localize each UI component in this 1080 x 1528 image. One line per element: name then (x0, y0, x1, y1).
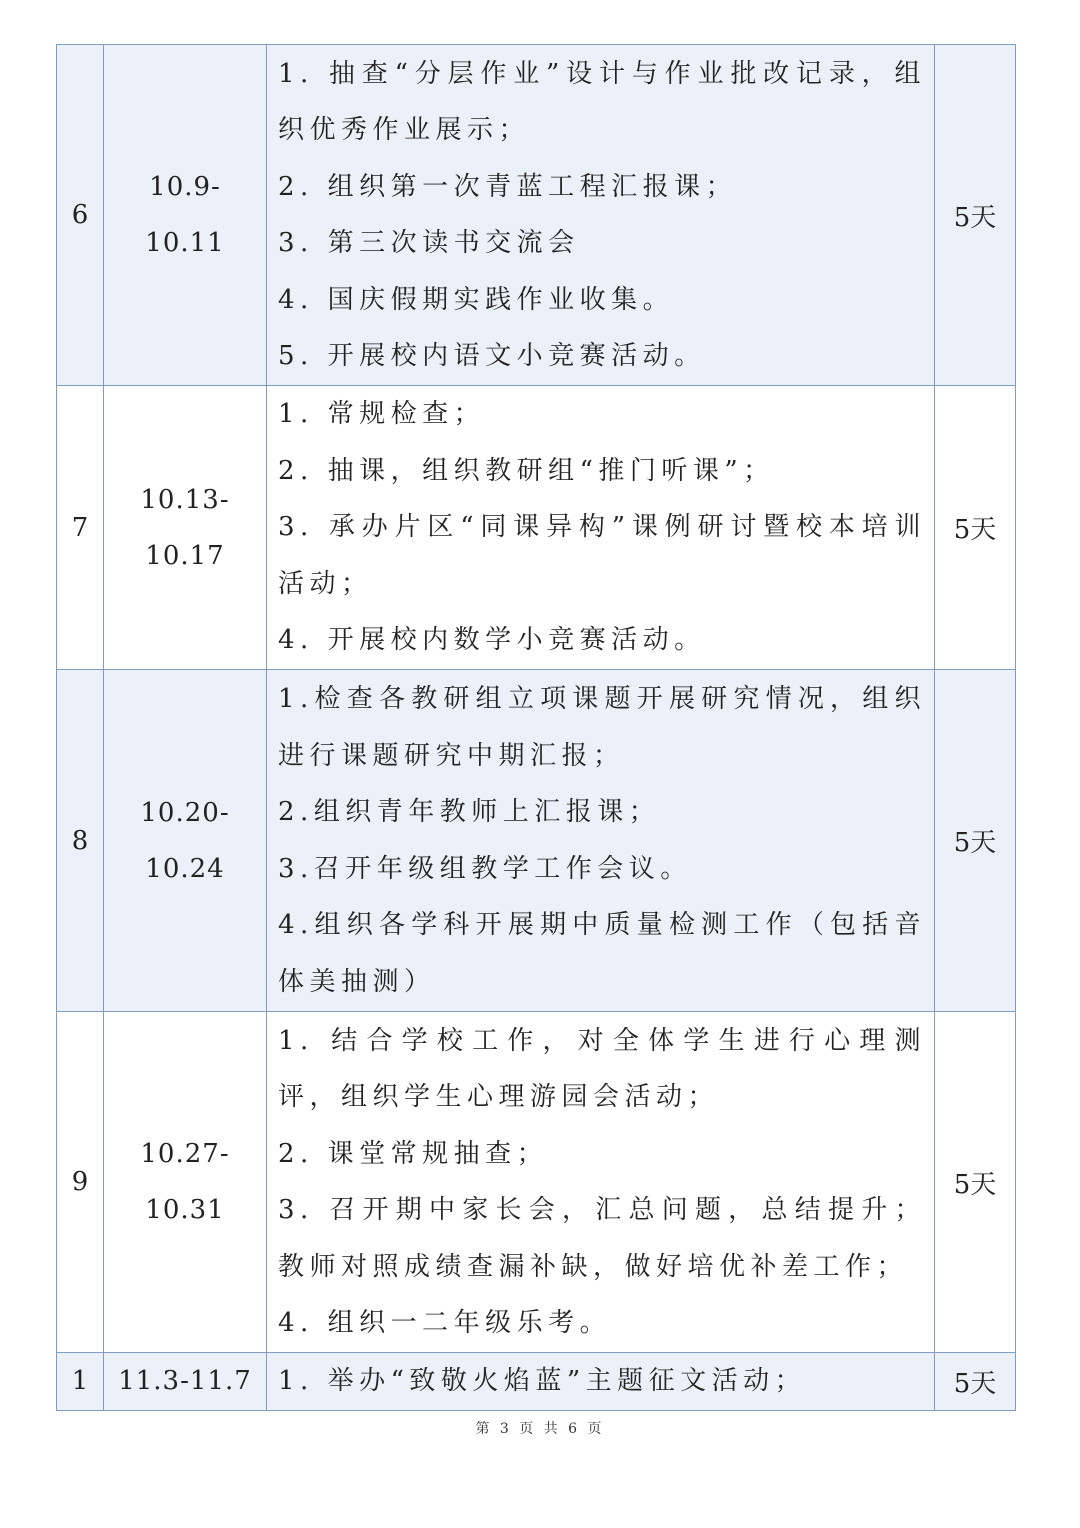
days-cell: 5天 (935, 670, 1016, 1012)
table-row (57, 386, 1016, 670)
task-item: 1. 结合学校工作，对全体学生进行心理测评，组织学生心理游园会活动； (278, 1025, 926, 1112)
task-item: 3. 召开期中家长会，汇总问题，总结提升；教师对照成绩查漏补缺，做好培优补差工作； (278, 1195, 926, 1282)
task-item: 4. 开展校内数学小竞赛活动。 (278, 625, 706, 656)
task-item: 2. 组织第一次青蓝工程汇报课； (278, 171, 738, 202)
table-row (57, 45, 1016, 386)
week-cell: 6 (57, 45, 104, 386)
days-cell: 5天 (935, 45, 1016, 386)
week-cell: 9 (57, 1012, 104, 1353)
date-cell: 11.3-11.7 (104, 1353, 267, 1411)
task-item: 1. 举办“致敬火焰蓝”主题征文活动； (278, 1366, 807, 1396)
task-item: 5. 开展校内语文小竞赛活动。 (278, 341, 706, 371)
table-row (57, 1012, 1016, 1353)
task-item: 4. 国庆假期实践作业收集。 (278, 284, 675, 315)
week-cell: 8 (57, 670, 104, 1012)
task-item: 1.检查各教研组立项课题开展研究情况，组织进行课题研究中期汇报； (278, 684, 926, 771)
task-item: 3.召开年级组教学工作会议。 (278, 853, 692, 884)
task-item: 2. 课堂常规抽查； (278, 1138, 549, 1169)
date-cell: 10.9-10.11 (104, 45, 267, 386)
days-cell: 5天 (935, 386, 1016, 670)
week-cell: 1 (57, 1353, 104, 1411)
task-item: 1. 抽查“分层作业”设计与作业批改记录，组织优秀作业展示； (278, 58, 926, 145)
days-cell: 5天 (935, 1353, 1016, 1411)
task-item: 2. 抽课，组织教研组“推门听课”； (278, 455, 775, 486)
page-number: 第 3 页 共 6 页 (475, 1421, 605, 1437)
tasks-cell (267, 670, 935, 1012)
date-cell: 10.20-10.24 (104, 670, 267, 1012)
schedule-table (56, 44, 1016, 1411)
table-row (57, 670, 1016, 1012)
date-cell: 10.13-10.17 (104, 386, 267, 670)
task-item: 1. 常规检查； (278, 399, 486, 430)
tasks-cell (267, 45, 935, 386)
table-row (57, 1353, 1016, 1411)
task-item: 3. 第三次读书交流会 (278, 228, 580, 258)
tasks-cell (267, 386, 935, 670)
task-item: 3. 承办片区“同课异构”课例研讨暨校本培训活动； (278, 512, 926, 599)
task-item: 4.组织各学科开展期中质量检测工作（包括音体美抽测） (278, 910, 926, 997)
days-cell: 5天 (935, 1012, 1016, 1353)
tasks-cell (267, 1012, 935, 1353)
task-item: 4. 组织一二年级乐考。 (278, 1308, 612, 1338)
date-cell: 10.27-10.31 (104, 1012, 267, 1353)
week-cell: 7 (57, 386, 104, 670)
task-item: 2.组织青年教师上汇报课； (278, 797, 661, 827)
tasks-cell (267, 1353, 935, 1411)
